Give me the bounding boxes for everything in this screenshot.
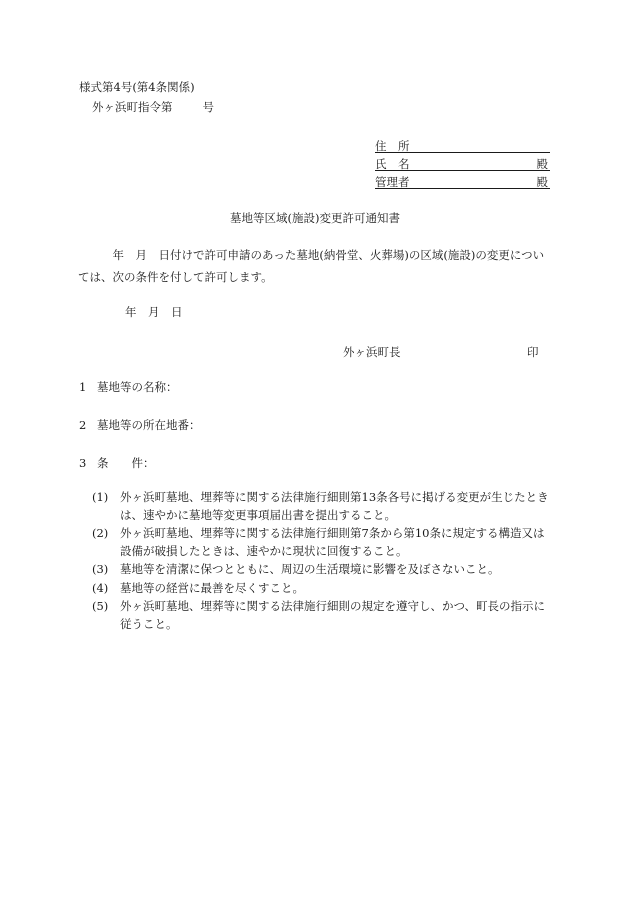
- issue-date: 年 月 日: [125, 305, 183, 319]
- reference-prefix: 外ヶ浜町指令第: [92, 100, 173, 114]
- form-number: 様式第4号(第4条関係): [79, 80, 195, 94]
- item-number: 1: [79, 380, 87, 394]
- condition-text: 外ヶ浜町墓地、埋葬等に関する法律施行細則の規定を遵守し、かつ、町長の指示に従うこと。: [120, 599, 546, 631]
- condition-text: 外ヶ浜町墓地、埋葬等に関する法律施行細則第13条各号に掲げる変更が生じたときは、速やかに墓地等変更事項届出書を提出すること。: [120, 490, 549, 522]
- address-field: [375, 138, 550, 153]
- item-conditions: [79, 455, 155, 471]
- item-location: [79, 417, 201, 433]
- manager-honorific: 殿: [536, 175, 548, 189]
- item-number: 3: [79, 456, 87, 470]
- item-number: 2: [79, 418, 87, 432]
- manager-label: 管理者: [375, 175, 410, 189]
- notice-body: 年 月 日付けで許可申請のあった墓地(納骨堂、火葬場)の区域(施設)の変更については、次の条件を付して許可します。: [78, 248, 545, 284]
- conditions-list: [92, 489, 554, 634]
- condition-item: [92, 525, 554, 560]
- item-label: 墓地等の所在地番：: [97, 418, 201, 432]
- condition-number: (1): [92, 490, 109, 504]
- seal-mark: 印: [527, 345, 539, 359]
- condition-item: [92, 561, 554, 579]
- condition-text: 墓地等を清潔に保つとともに、周辺の生活環境に影響を及ぼさないこと。: [120, 562, 500, 576]
- name-honorific: 殿: [536, 157, 548, 171]
- issuer-name: 外ヶ浜町長: [343, 345, 401, 359]
- condition-text: 外ヶ浜町墓地、埋葬等に関する法律施行細則第7条から第10条に規定する構造又は設備が破損したときは、速やかに現状に回復すること。: [120, 526, 545, 558]
- item-label: 墓地等の名称：: [97, 380, 178, 394]
- reference-suffix: 号: [202, 100, 214, 114]
- reference-number: [92, 99, 214, 115]
- condition-item: [92, 598, 554, 633]
- condition-number: (3): [92, 562, 109, 576]
- address-label: 住 所: [375, 139, 410, 153]
- document-title: 墓地等区域(施設)変更許可通知書: [230, 211, 400, 225]
- condition-text: 墓地等の経営に最善を尽くすこと。: [120, 580, 304, 595]
- condition-item: [92, 580, 554, 598]
- manager-field: [375, 174, 550, 189]
- condition-item: [92, 489, 554, 524]
- name-field: [375, 156, 550, 171]
- condition-number: (2): [92, 526, 109, 540]
- item-facility-name: [79, 379, 178, 395]
- name-label: 氏 名: [375, 157, 410, 171]
- condition-number: (4): [92, 580, 109, 595]
- condition-number: (5): [92, 599, 109, 613]
- item-label: 条 件：: [97, 456, 155, 470]
